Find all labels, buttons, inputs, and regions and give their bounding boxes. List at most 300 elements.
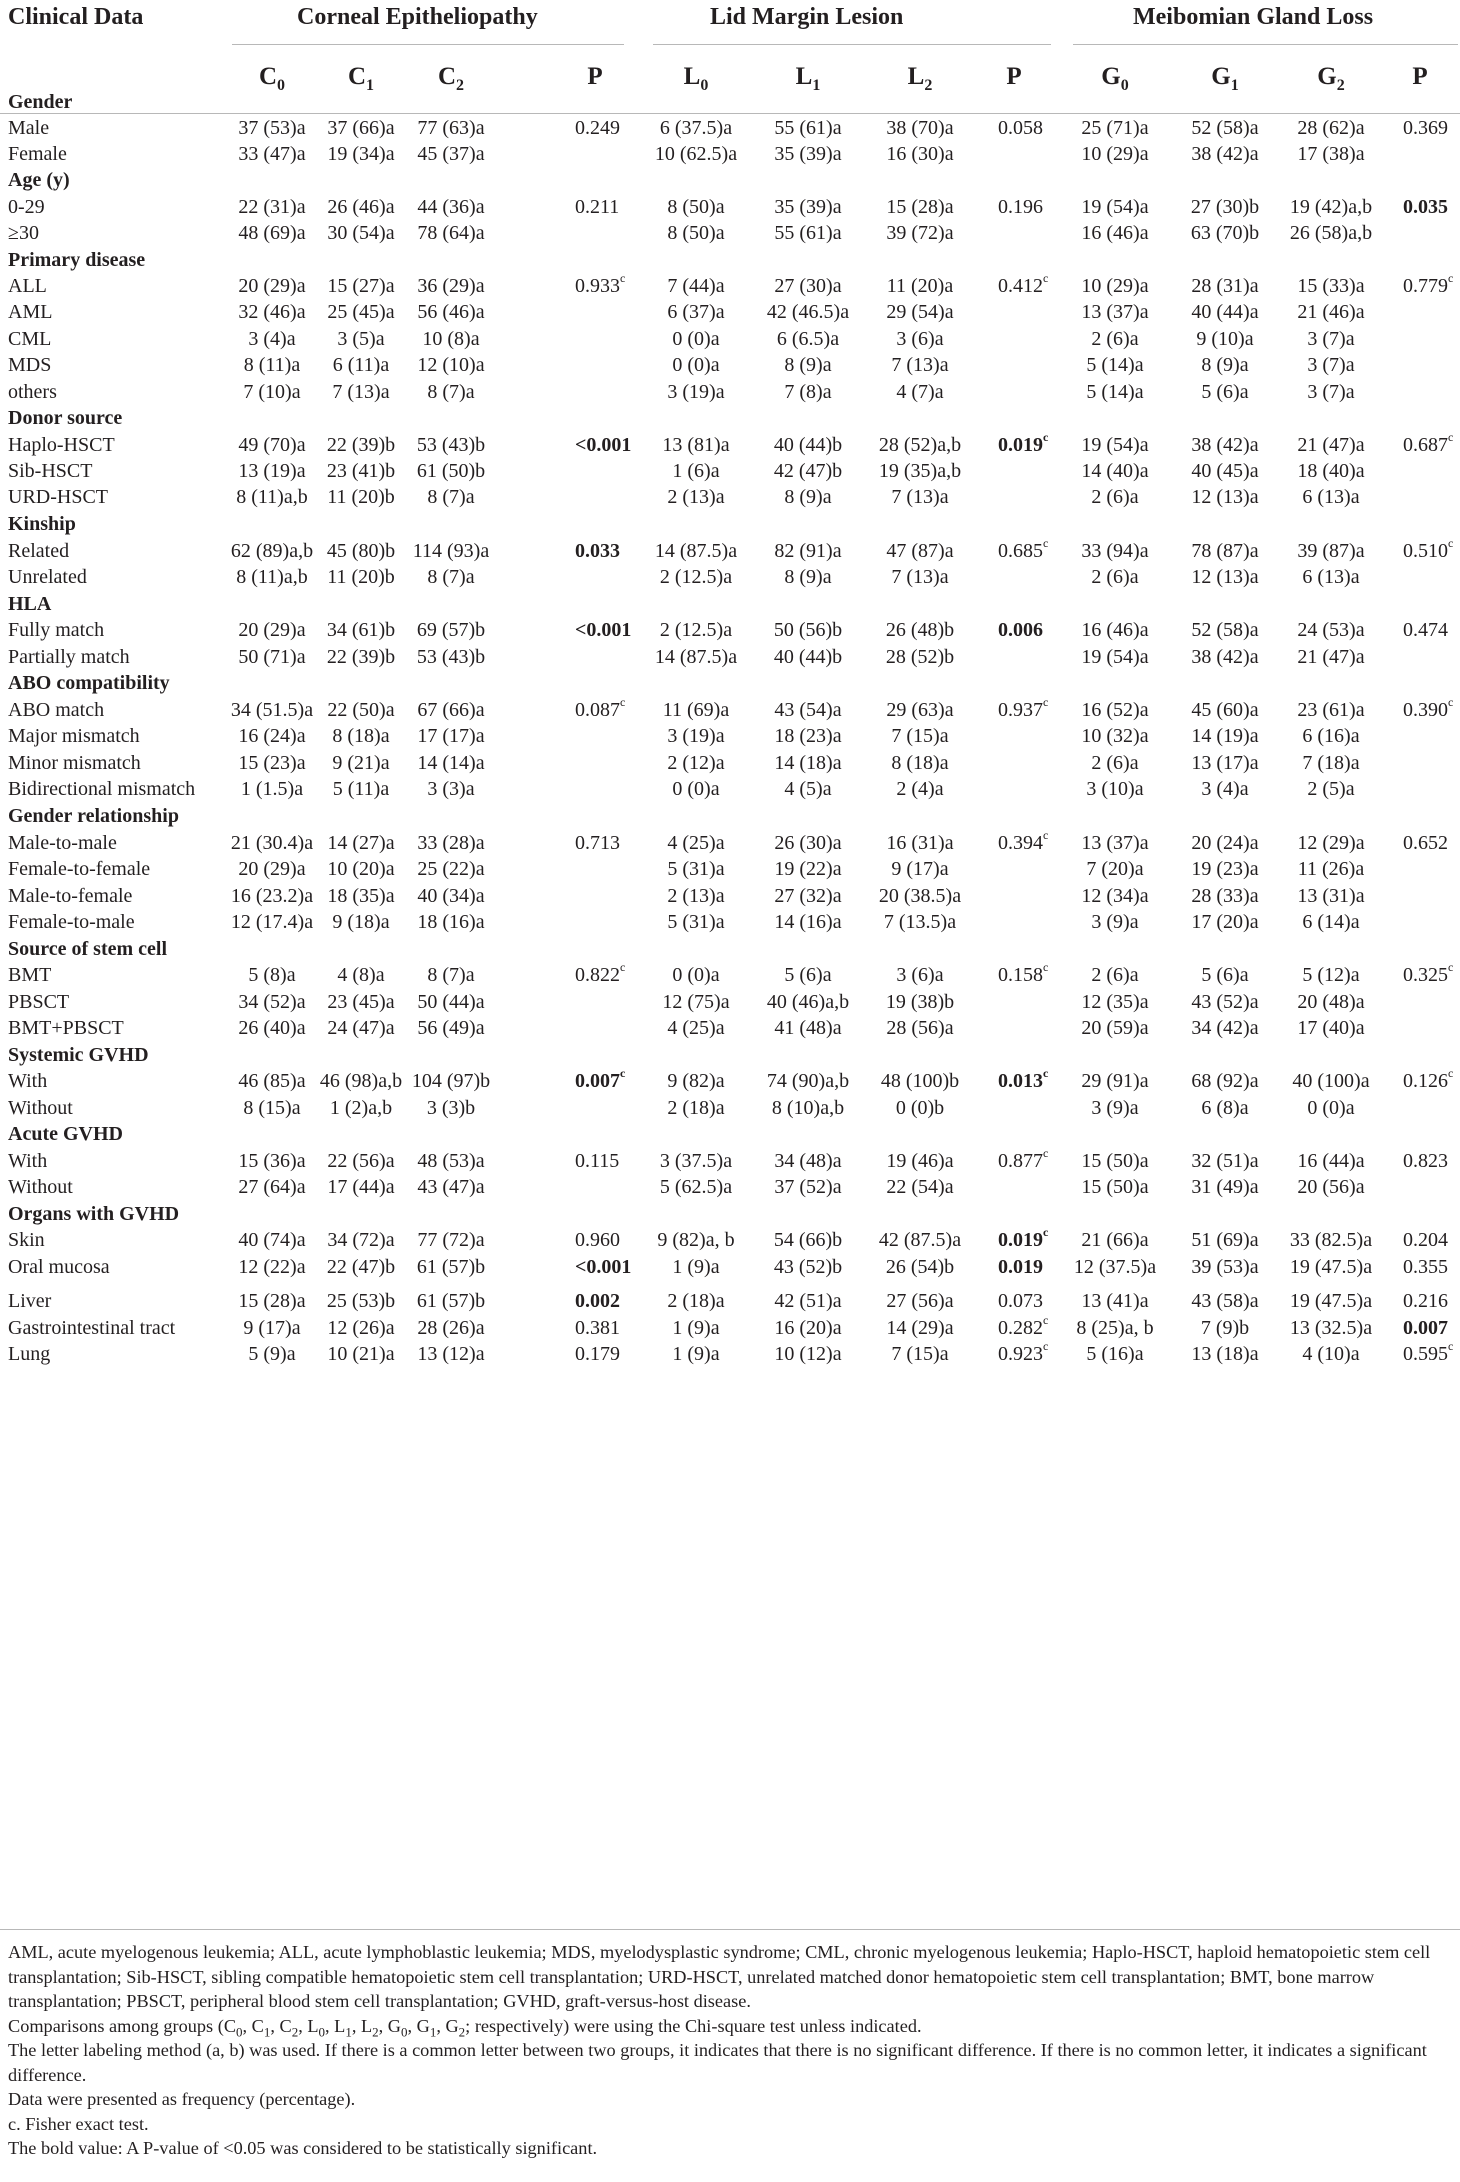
lid-cell: 20 (38.5)a <box>878 885 962 907</box>
row-label: Partially match <box>8 646 130 668</box>
corneal-cell: 40 (74)a <box>238 1229 306 1251</box>
section-heading: ABO compatibility <box>8 672 170 694</box>
lid-cell: 7 (13)a <box>891 486 949 508</box>
meibomian-cell: 13 (37)a <box>1081 832 1149 854</box>
row-label: Oral mucosa <box>8 1256 110 1278</box>
meibomian-cell: 2 (6)a <box>1091 752 1139 774</box>
meibomian-cell: 16 (46)a <box>1081 619 1149 641</box>
lid-cell: 3 (37.5)a <box>659 1150 733 1172</box>
meibomian-cell: 6 (8)a <box>1201 1097 1249 1119</box>
corneal-cell: 50 (44)a <box>417 991 485 1013</box>
lid-cell: 10 (12)a <box>774 1343 842 1365</box>
corneal-cell: 22 (50)a <box>327 699 395 721</box>
row-label: Male-to-male <box>8 832 117 854</box>
corneal-cell: 16 (24)a <box>238 725 306 747</box>
corneal-cell: 28 (26)a <box>417 1317 485 1339</box>
lid-cell: 4 (5)a <box>784 778 832 800</box>
lid-cell: 40 (44)b <box>773 646 843 668</box>
meibomian-cell: 11 (26)a <box>1297 858 1365 880</box>
note-comparisons: Comparisons among groups ($C_0$, $C_1$, $C_2$, $L_0$, $L_1$, $L_2$, $G_0$, $G_1$, $G_2$; respectively) were using the Chi-square test unless indicated. <box>8 2015 922 2040</box>
row-label: With <box>8 1150 48 1172</box>
lid-cell: 2 (18)a <box>667 1290 725 1312</box>
section-heading: Age (y) <box>8 169 70 191</box>
meibomian-cell: 20 (56)a <box>1297 1176 1365 1198</box>
lid-p-value: 0.058 <box>998 117 1043 139</box>
lid-cell: 42 (51)a <box>774 1290 842 1312</box>
corneal-cell: 53 (43)b <box>416 434 486 456</box>
lid-cell: 11 (20)a <box>886 275 954 297</box>
corneal-p-value: 0.087$^c$ <box>575 695 626 721</box>
lid-cell: 5 (62.5)a <box>659 1176 733 1198</box>
meibomian-cell: 19 (47.5)a <box>1289 1256 1373 1278</box>
column-header: $G_1$ <box>1211 63 1239 94</box>
corneal-p-value: <0.001 <box>575 619 632 641</box>
meibomian-cell: 26 (58)a,b <box>1289 222 1373 244</box>
meibomian-cell: 63 (70)b <box>1190 222 1260 244</box>
column-header: P <box>1006 63 1022 90</box>
corneal-p-value: 0.007$^c$ <box>575 1066 626 1092</box>
meibomian-cell: 20 (48)a <box>1297 991 1365 1013</box>
lid-cell: 16 (20)a <box>774 1317 842 1339</box>
meibomian-cell: 31 (49)a <box>1191 1176 1259 1198</box>
corneal-p-value: <0.001 <box>575 1256 632 1278</box>
meibomian-cell: 13 (37)a <box>1081 301 1149 323</box>
lid-cell: 38 (70)a <box>886 117 954 139</box>
corneal-cell: 8 (7)a <box>427 381 475 403</box>
row-label: ALL <box>8 275 47 297</box>
meibomian-cell: 39 (53)a <box>1191 1256 1259 1278</box>
lid-cell: 1 (9)a <box>672 1317 720 1339</box>
corneal-cell: 25 (22)a <box>417 858 485 880</box>
row-label: Male-to-female <box>8 885 133 907</box>
meibomian-cell: 13 (18)a <box>1191 1343 1259 1365</box>
lid-cell: 2 (12)a <box>667 752 725 774</box>
meibomian-cell: 12 (29)a <box>1297 832 1365 854</box>
note-bold-value: The bold value: A P-value of <0.05 was considered to be statistically significant. <box>8 2138 598 2158</box>
corneal-cell: 7 (10)a <box>243 381 301 403</box>
lid-cell: 19 (35)a,b <box>878 460 962 482</box>
corneal-cell: 23 (45)a <box>327 991 395 1013</box>
header-rule <box>0 113 1460 114</box>
corneal-cell: 20 (29)a <box>238 619 306 641</box>
lid-cell: 7 (15)a <box>891 1343 949 1365</box>
meibomian-cell: 0 (0)a <box>1307 1097 1355 1119</box>
column-header: $L_1$ <box>795 63 821 94</box>
section-heading: Gender relationship <box>8 805 179 827</box>
meibomian-cell: 38 (42)a <box>1191 646 1259 668</box>
lid-cell: 39 (72)a <box>886 222 954 244</box>
meibomian-cell: 38 (42)a <box>1191 143 1259 165</box>
lid-cell: 5 (31)a <box>667 911 725 933</box>
corneal-cell: 13 (19)a <box>238 460 306 482</box>
meibomian-cell: 5 (6)a <box>1201 381 1249 403</box>
corneal-cell: 53 (43)b <box>416 646 486 668</box>
corneal-cell: 10 (21)a <box>327 1343 395 1365</box>
lid-cell: 29 (63)a <box>886 699 954 721</box>
row-label: Unrelated <box>8 566 87 588</box>
corneal-cell: 25 (53)b <box>326 1290 396 1312</box>
lid-p-value: 0.196 <box>998 196 1043 218</box>
lid-cell: 5 (31)a <box>667 858 725 880</box>
corneal-cell: 49 (70)a <box>238 434 306 456</box>
meibomian-cell: 20 (59)a <box>1081 1017 1149 1039</box>
meibomian-cell: 38 (42)a <box>1191 434 1259 456</box>
corneal-cell: 37 (66)a <box>327 117 395 139</box>
meibomian-cell: 12 (13)a <box>1191 566 1259 588</box>
lid-cell: 7 (8)a <box>784 381 832 403</box>
lid-cell: 1 (9)a <box>672 1256 720 1278</box>
corneal-cell: 46 (98)a,b <box>319 1070 403 1092</box>
lid-cell: 3 (6)a <box>896 328 944 350</box>
row-label: Sib-HSCT <box>8 460 93 482</box>
lid-p-value: 0.685$^c$ <box>998 536 1049 562</box>
corneal-cell: 7 (13)a <box>332 381 390 403</box>
meibomian-cell: 5 (16)a <box>1086 1343 1144 1365</box>
corneal-cell: 61 (57)b <box>416 1256 486 1278</box>
corneal-cell: 15 (28)a <box>238 1290 306 1312</box>
meibomian-cell: 2 (6)a <box>1091 964 1139 986</box>
meibomian-p-value: 0.007 <box>1403 1317 1448 1339</box>
corneal-cell: 25 (45)a <box>327 301 395 323</box>
lid-cell: 6 (6.5)a <box>776 328 840 350</box>
column-header: $C_0$ <box>258 63 286 94</box>
note-fisher: c. Fisher exact test. <box>8 2113 149 2134</box>
column-header: $G_2$ <box>1317 63 1345 94</box>
corneal-cell: 13 (12)a <box>417 1343 485 1365</box>
lid-cell: 7 (15)a <box>891 725 949 747</box>
row-label: Female <box>8 143 67 165</box>
corneal-cell: 30 (54)a <box>327 222 395 244</box>
meibomian-p-value: 0.510$^c$ <box>1403 536 1454 562</box>
lid-cell: 40 (46)a,b <box>766 991 850 1013</box>
meibomian-cell: 19 (54)a <box>1081 196 1149 218</box>
corneal-cell: 114 (93)a <box>412 540 490 562</box>
meibomian-cell: 2 (5)a <box>1307 778 1355 800</box>
lid-cell: 8 (9)a <box>784 486 832 508</box>
lid-cell: 4 (25)a <box>667 832 725 854</box>
corneal-cell: 3 (5)a <box>337 328 385 350</box>
corneal-cell: 20 (29)a <box>238 858 306 880</box>
lid-cell: 2 (13)a <box>667 486 725 508</box>
meibomian-p-value: 0.595$^c$ <box>1403 1339 1454 1365</box>
lid-cell: 2 (13)a <box>667 885 725 907</box>
corneal-cell: 8 (18)a <box>332 725 390 747</box>
lid-p-value: 0.394$^c$ <box>998 828 1049 854</box>
lid-p-value: 0.019$^c$ <box>998 430 1049 456</box>
meibomian-p-value: 0.035 <box>1403 196 1448 218</box>
table-bottom-rule <box>0 1929 1460 1930</box>
corneal-cell: 33 (47)a <box>238 143 306 165</box>
corneal-cell: 15 (27)a <box>327 275 395 297</box>
meibomian-cell: 3 (7)a <box>1307 354 1355 376</box>
row-label: Gastrointestinal tract <box>8 1317 176 1339</box>
lid-p-value: 0.006 <box>998 619 1043 641</box>
corneal-cell: 61 (57)b <box>416 1290 486 1312</box>
corneal-cell: 34 (61)b <box>326 619 396 641</box>
corneal-cell: 12 (22)a <box>238 1256 306 1278</box>
lid-cell: 27 (56)a <box>886 1290 954 1312</box>
meibomian-cell: 10 (29)a <box>1081 143 1149 165</box>
lid-cell: 15 (28)a <box>886 196 954 218</box>
lid-cell: 55 (61)a <box>774 117 842 139</box>
corneal-cell: 78 (64)a <box>417 222 485 244</box>
lid-cell: 0 (0)a <box>672 778 720 800</box>
lid-cell: 50 (56)b <box>773 619 843 641</box>
meibomian-cell: 2 (6)a <box>1091 566 1139 588</box>
lid-p-value: 0.412$^c$ <box>998 271 1049 297</box>
column-header: $G_0$ <box>1101 63 1129 94</box>
meibomian-cell: 33 (94)a <box>1081 540 1149 562</box>
lid-cell: 8 (50)a <box>667 196 725 218</box>
meibomian-cell: 21 (47)a <box>1297 434 1365 456</box>
meibomian-cell: 12 (35)a <box>1081 991 1149 1013</box>
column-header: P <box>1412 63 1428 90</box>
corneal-cell: 77 (72)a <box>417 1229 485 1251</box>
meibomian-cell: 13 (31)a <box>1297 885 1365 907</box>
row-label: Female-to-male <box>8 911 135 933</box>
column-header: $C_1$ <box>347 63 375 94</box>
row-label: PBSCT <box>8 991 70 1013</box>
corneal-p-value: 0.822$^c$ <box>575 960 626 986</box>
meibomian-cell: 43 (58)a <box>1191 1290 1259 1312</box>
lid-cell: 5 (6)a <box>784 964 832 986</box>
lid-p-value: 0.937$^c$ <box>998 695 1049 721</box>
lid-cell: 19 (22)a <box>774 858 842 880</box>
corneal-p-value: 0.713 <box>575 832 620 854</box>
meibomian-cell: 43 (52)a <box>1191 991 1259 1013</box>
meibomian-p-value: 0.823 <box>1403 1150 1448 1172</box>
meibomian-p-value: 0.216 <box>1403 1290 1448 1312</box>
lid-p-value: 0.282$^c$ <box>998 1313 1049 1339</box>
meibomian-cell: 14 (19)a <box>1191 725 1259 747</box>
meibomian-cell: 19 (54)a <box>1081 434 1149 456</box>
meibomian-cell: 39 (87)a <box>1297 540 1365 562</box>
lid-cell: 28 (56)a <box>886 1017 954 1039</box>
meibomian-p-value: 0.355 <box>1403 1256 1448 1278</box>
meibomian-cell: 4 (10)a <box>1302 1343 1360 1365</box>
lid-cell: 34 (48)a <box>774 1150 842 1172</box>
meibomian-cell: 18 (40)a <box>1297 460 1365 482</box>
meibomian-cell: 6 (14)a <box>1302 911 1360 933</box>
lid-cell: 35 (39)a <box>774 196 842 218</box>
meibomian-cell: 20 (24)a <box>1191 832 1259 854</box>
meibomian-cell: 2 (6)a <box>1091 328 1139 350</box>
corneal-p-value: 0.115 <box>575 1150 620 1172</box>
meibomian-cell: 15 (33)a <box>1297 275 1365 297</box>
meibomian-cell: 21 (47)a <box>1297 646 1365 668</box>
row-label: ABO match <box>8 699 105 721</box>
corneal-cell: 5 (9)a <box>248 1343 296 1365</box>
lid-cell: 82 (91)a <box>774 540 842 562</box>
meibomian-cell: 17 (20)a <box>1191 911 1259 933</box>
lid-p-value: 0.019$^c$ <box>998 1225 1049 1251</box>
lid-cell: 9 (17)a <box>891 858 949 880</box>
corneal-p-value: 0.211 <box>575 196 620 218</box>
meibomian-cell: 15 (50)a <box>1081 1150 1149 1172</box>
lid-p-value: 0.923$^c$ <box>998 1339 1049 1365</box>
corneal-cell: 62 (89)a,b <box>230 540 314 562</box>
meibomian-cell: 5 (12)a <box>1302 964 1360 986</box>
clinical-data-header: Clinical Data <box>8 4 144 30</box>
corneal-cell: 12 (10)a <box>417 354 485 376</box>
row-label: Minor mismatch <box>8 752 141 774</box>
meibomian-cell: 17 (38)a <box>1297 143 1365 165</box>
corneal-cell: 22 (56)a <box>327 1150 395 1172</box>
corneal-cell: 22 (39)b <box>326 646 396 668</box>
corneal-cell: 34 (52)a <box>238 991 306 1013</box>
meibomian-p-value: 0.779$^c$ <box>1403 271 1454 297</box>
corneal-cell: 40 (34)a <box>417 885 485 907</box>
column-header: $L_2$ <box>907 63 933 94</box>
lid-cell: 47 (87)a <box>886 540 954 562</box>
lid-cell: 26 (48)b <box>885 619 955 641</box>
row-label: Female-to-female <box>8 858 151 880</box>
row-label: Skin <box>8 1229 45 1251</box>
meibomian-cell: 27 (30)b <box>1190 196 1260 218</box>
meibomian-p-value: 0.687$^c$ <box>1403 430 1454 456</box>
meibomian-cell: 29 (91)a <box>1081 1070 1149 1092</box>
lid-cell: 4 (25)a <box>667 1017 725 1039</box>
group-symbol: $L_2$ <box>360 2015 379 2040</box>
meibomian-cell: 17 (40)a <box>1297 1017 1365 1039</box>
section-heading: Organs with GVHD <box>8 1203 180 1225</box>
meibomian-p-value: 0.652 <box>1403 832 1448 854</box>
meibomian-cell: 21 (66)a <box>1081 1229 1149 1251</box>
corneal-cell: 18 (35)a <box>327 885 395 907</box>
corneal-cell: 48 (53)a <box>417 1150 485 1172</box>
corneal-cell: 26 (46)a <box>327 196 395 218</box>
group-header-lid: Lid Margin Lesion <box>710 4 904 30</box>
lid-cell: 12 (75)a <box>662 991 730 1013</box>
lid-cell: 2 (12.5)a <box>659 566 733 588</box>
meibomian-cell: 16 (46)a <box>1081 222 1149 244</box>
meibomian-cell: 45 (60)a <box>1191 699 1259 721</box>
lid-cell: 0 (0)a <box>672 354 720 376</box>
meibomian-cell: 5 (14)a <box>1086 354 1144 376</box>
meibomian-cell: 3 (9)a <box>1091 1097 1139 1119</box>
group-rule-lid <box>653 44 1051 45</box>
lid-cell: 1 (9)a <box>672 1343 720 1365</box>
meibomian-cell: 40 (45)a <box>1191 460 1259 482</box>
meibomian-cell: 12 (37.5)a <box>1073 1256 1157 1278</box>
row-label: AML <box>8 301 53 323</box>
corneal-cell: 32 (46)a <box>238 301 306 323</box>
lid-cell: 3 (19)a <box>667 725 725 747</box>
group-symbol: $C_1$ <box>251 2015 271 2040</box>
lid-cell: 8 (9)a <box>784 354 832 376</box>
corneal-p-value: 0.933$^c$ <box>575 271 626 297</box>
meibomian-p-value: 0.474 <box>1403 619 1448 641</box>
lid-cell: 35 (39)a <box>774 143 842 165</box>
corneal-cell: 46 (85)a <box>238 1070 306 1092</box>
corneal-cell: 8 (11)a,b <box>236 486 308 508</box>
meibomian-cell: 19 (42)a,b <box>1289 196 1373 218</box>
meibomian-cell: 15 (50)a <box>1081 1176 1149 1198</box>
lid-cell: 1 (6)a <box>672 460 720 482</box>
meibomian-cell: 13 (41)a <box>1081 1290 1149 1312</box>
corneal-cell: 22 (47)b <box>326 1256 396 1278</box>
lid-cell: 0 (0)a <box>672 964 720 986</box>
note-data-presented: Data were presented as frequency (percentage). <box>8 2089 356 2109</box>
section-heading: Systemic GVHD <box>8 1044 149 1066</box>
meibomian-cell: 5 (14)a <box>1086 381 1144 403</box>
lid-cell: 14 (16)a <box>774 911 842 933</box>
lid-p-value: 0.019 <box>998 1256 1043 1278</box>
lid-cell: 8 (10)a,b <box>771 1097 845 1119</box>
lid-p-value: 0.073 <box>998 1290 1043 1312</box>
lid-cell: 14 (87.5)a <box>654 646 738 668</box>
corneal-cell: 33 (28)a <box>417 832 485 854</box>
lid-cell: 19 (38)b <box>885 991 955 1013</box>
corneal-cell: 11 (20)b <box>327 486 395 508</box>
row-label: Liver <box>8 1290 52 1312</box>
corneal-cell: 17 (44)a <box>327 1176 395 1198</box>
corneal-cell: 15 (36)a <box>238 1150 306 1172</box>
corneal-cell: 10 (20)a <box>327 858 395 880</box>
corneal-cell: 3 (3)a <box>427 778 475 800</box>
lid-cell: 40 (44)b <box>773 434 843 456</box>
meibomian-cell: 7 (9)b <box>1200 1317 1250 1339</box>
corneal-cell: 56 (46)a <box>417 301 485 323</box>
meibomian-cell: 7 (18)a <box>1302 752 1360 774</box>
meibomian-cell: 33 (82.5)a <box>1289 1229 1373 1251</box>
meibomian-cell: 5 (6)a <box>1201 964 1249 986</box>
lid-cell: 3 (6)a <box>896 964 944 986</box>
group-symbol: $G_0$ <box>387 2015 408 2040</box>
meibomian-cell: 32 (51)a <box>1191 1150 1259 1172</box>
meibomian-cell: 51 (69)a <box>1191 1229 1259 1251</box>
row-label: 0-29 <box>8 196 45 218</box>
corneal-p-value: 0.033 <box>575 540 620 562</box>
corneal-cell: 8 (7)a <box>427 486 475 508</box>
lid-cell: 26 (30)a <box>774 832 842 854</box>
lid-cell: 4 (7)a <box>896 381 944 403</box>
meibomian-cell: 52 (58)a <box>1191 117 1259 139</box>
row-label: ≥30 <box>8 222 39 244</box>
meibomian-cell: 3 (9)a <box>1091 911 1139 933</box>
meibomian-cell: 25 (71)a <box>1081 117 1149 139</box>
corneal-cell: 61 (50)b <box>416 460 486 482</box>
lid-cell: 10 (62.5)a <box>654 143 738 165</box>
corneal-p-value: 0.179 <box>575 1343 620 1365</box>
lid-cell: 28 (52)a,b <box>878 434 962 456</box>
corneal-cell: 44 (36)a <box>417 196 485 218</box>
lid-cell: 11 (69)a <box>662 699 730 721</box>
corneal-cell: 50 (71)a <box>238 646 306 668</box>
section-heading: HLA <box>8 593 52 615</box>
group-header-meibomian: Meibomian Gland Loss <box>1133 4 1374 30</box>
row-label: Bidirectional mismatch <box>8 778 196 800</box>
group-symbol: $G_2$ <box>445 2015 466 2040</box>
group-symbol: $C_0$ <box>223 2015 243 2040</box>
corneal-cell: 8 (11)a,b <box>236 566 308 588</box>
meibomian-cell: 9 (10)a <box>1196 328 1254 350</box>
lid-cell: 14 (18)a <box>774 752 842 774</box>
lid-cell: 14 (87.5)a <box>654 540 738 562</box>
table-notes <box>8 1940 1458 2161</box>
meibomian-cell: 21 (46)a <box>1297 301 1365 323</box>
row-label: BMT+PBSCT <box>8 1017 124 1039</box>
lid-cell: 2 (12.5)a <box>659 619 733 641</box>
lid-p-value: 0.013$^c$ <box>998 1066 1049 1092</box>
corneal-cell: 3 (3)b <box>426 1097 476 1119</box>
meibomian-cell: 68 (92)a <box>1191 1070 1259 1092</box>
group-symbol: $L_0$ <box>307 2015 326 2040</box>
meibomian-cell: 8 (25)a, b <box>1076 1317 1154 1339</box>
meibomian-cell: 10 (29)a <box>1081 275 1149 297</box>
meibomian-cell: 12 (34)a <box>1081 885 1149 907</box>
corneal-cell: 12 (26)a <box>327 1317 395 1339</box>
